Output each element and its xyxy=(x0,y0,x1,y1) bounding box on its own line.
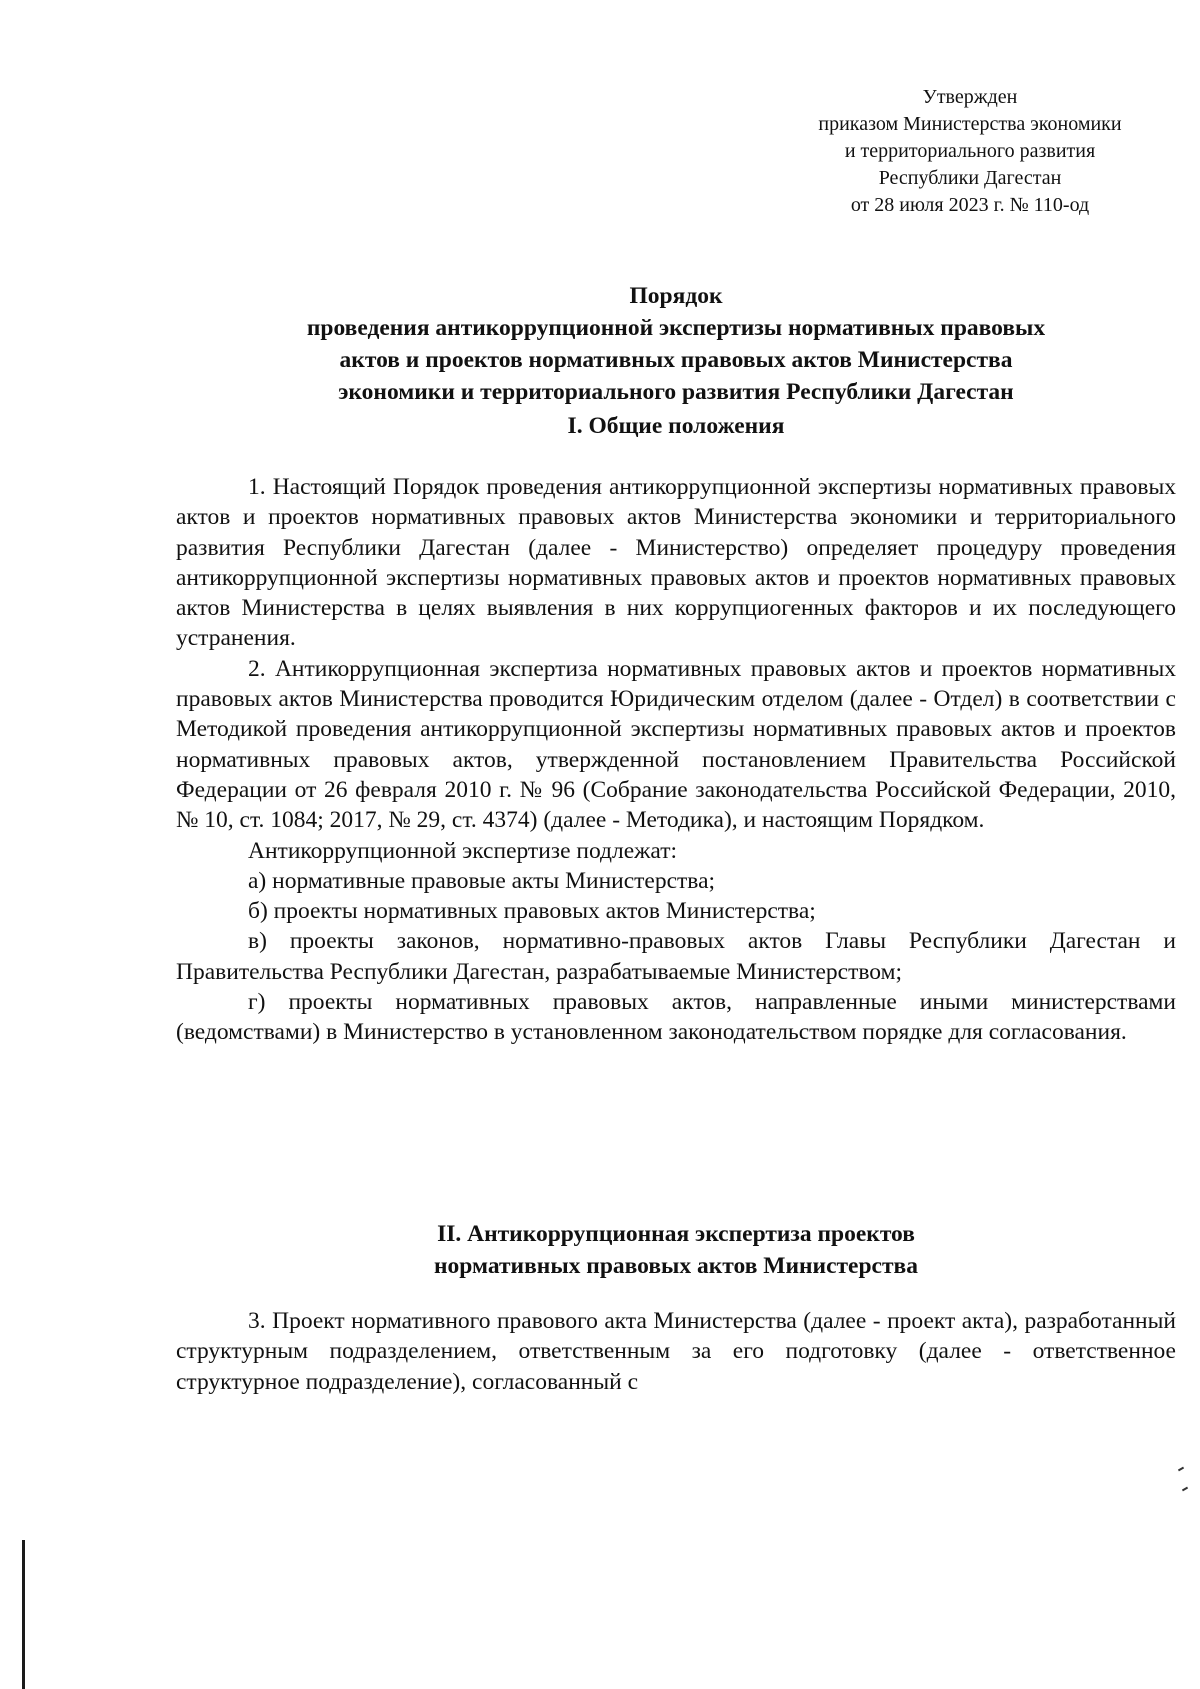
paragraph-2: 2. Антикоррупционная экспертиза нормативных правовых актов и проектов нормативных правовых актов Министерства проводится Юридическим отделом (далее - Отдел) в соответствии с Методикой проведения антикоррупционной экспертизы нормативных правовых актов и проектов нормативных правовых актов, утвержденной постановлением Правительства Российской Федерации от 26 февраля 2010 г. № 96 (Собрание законодательства Российской Федерации, 2010, № 10, ст. 1084; 2017, № 29, ст. 4374) (далее - Методика), и настоящим Порядком. xyxy=(176,655,1176,834)
approval-line: Утвержден xyxy=(922,86,1018,108)
paragraph-1: 1. Настоящий Порядок проведения антикоррупционной экспертизы нормативных правовых актов и проектов нормативных правовых актов Министерства экономики и территориального развития Республики Дагестан (далее - Министерство) определяет процедуру проведения антикоррупционной экспертизы нормативных правовых актов и проектов нормативных правовых актов Министерства в целях выявления в них коррупциогенных факторов и их последующего устранения. xyxy=(176,474,1176,652)
list-item-a: а) нормативные правовые акты Министерства; xyxy=(248,867,716,894)
approval-stamp-block xyxy=(770,84,1170,219)
approval-line: Республики Дагестан xyxy=(878,167,1062,189)
paragraph-3: 3. Проект нормативного правового акта Министерства (далее - проект акта), разработанный структурным подразделением, ответственным за его подготовку (далее - ответственное структурное подразделение), согласованный с xyxy=(176,1308,1176,1395)
title-line: актов и проектов нормативных правовых актов Министерства xyxy=(339,347,1013,373)
section-heading-text: I. Общие положения xyxy=(567,413,785,439)
section-heading-text: нормативных правовых актов Министерства xyxy=(434,1253,918,1279)
list-intro: Антикоррупционной экспертизе подлежат: xyxy=(248,837,677,864)
document-title xyxy=(176,280,1176,408)
approval-line: приказом Министерства экономики xyxy=(818,113,1122,135)
title-line: Порядок xyxy=(629,283,723,309)
title-line: экономики и территориального развития Республики Дагестан xyxy=(338,379,1014,405)
scan-speck xyxy=(1182,1487,1188,1492)
section-heading-general xyxy=(176,410,1176,442)
approval-order-reference: от 28 июля 2023 г. № 110-од xyxy=(850,194,1090,216)
scan-edge-artifact xyxy=(22,1540,25,1689)
list-item-b: б) проекты нормативных правовых актов Министерства; xyxy=(248,898,816,925)
list-item-g: г) проекты нормативных правовых актов, направленные иными министерствами (ведомствами) в Министерство в установленном законодательством порядке для согласования. xyxy=(176,989,1176,1046)
section-heading-text: II. Антикоррупционная экспертиза проектов xyxy=(437,1221,915,1247)
section-body-general xyxy=(176,472,1176,1048)
section-heading-draft-expertise xyxy=(176,1218,1176,1282)
approval-line: и территориального развития xyxy=(844,140,1096,162)
section-body-draft-expertise xyxy=(176,1306,1176,1397)
list-item-v: в) проекты законов, нормативно-правовых актов Главы Республики Дагестан и Правительства Республики Дагестан, разрабатываемые Министерством; xyxy=(176,928,1176,985)
scan-speck xyxy=(1178,1467,1184,1472)
title-line: проведения антикоррупционной экспертизы нормативных правовых xyxy=(306,315,1046,341)
